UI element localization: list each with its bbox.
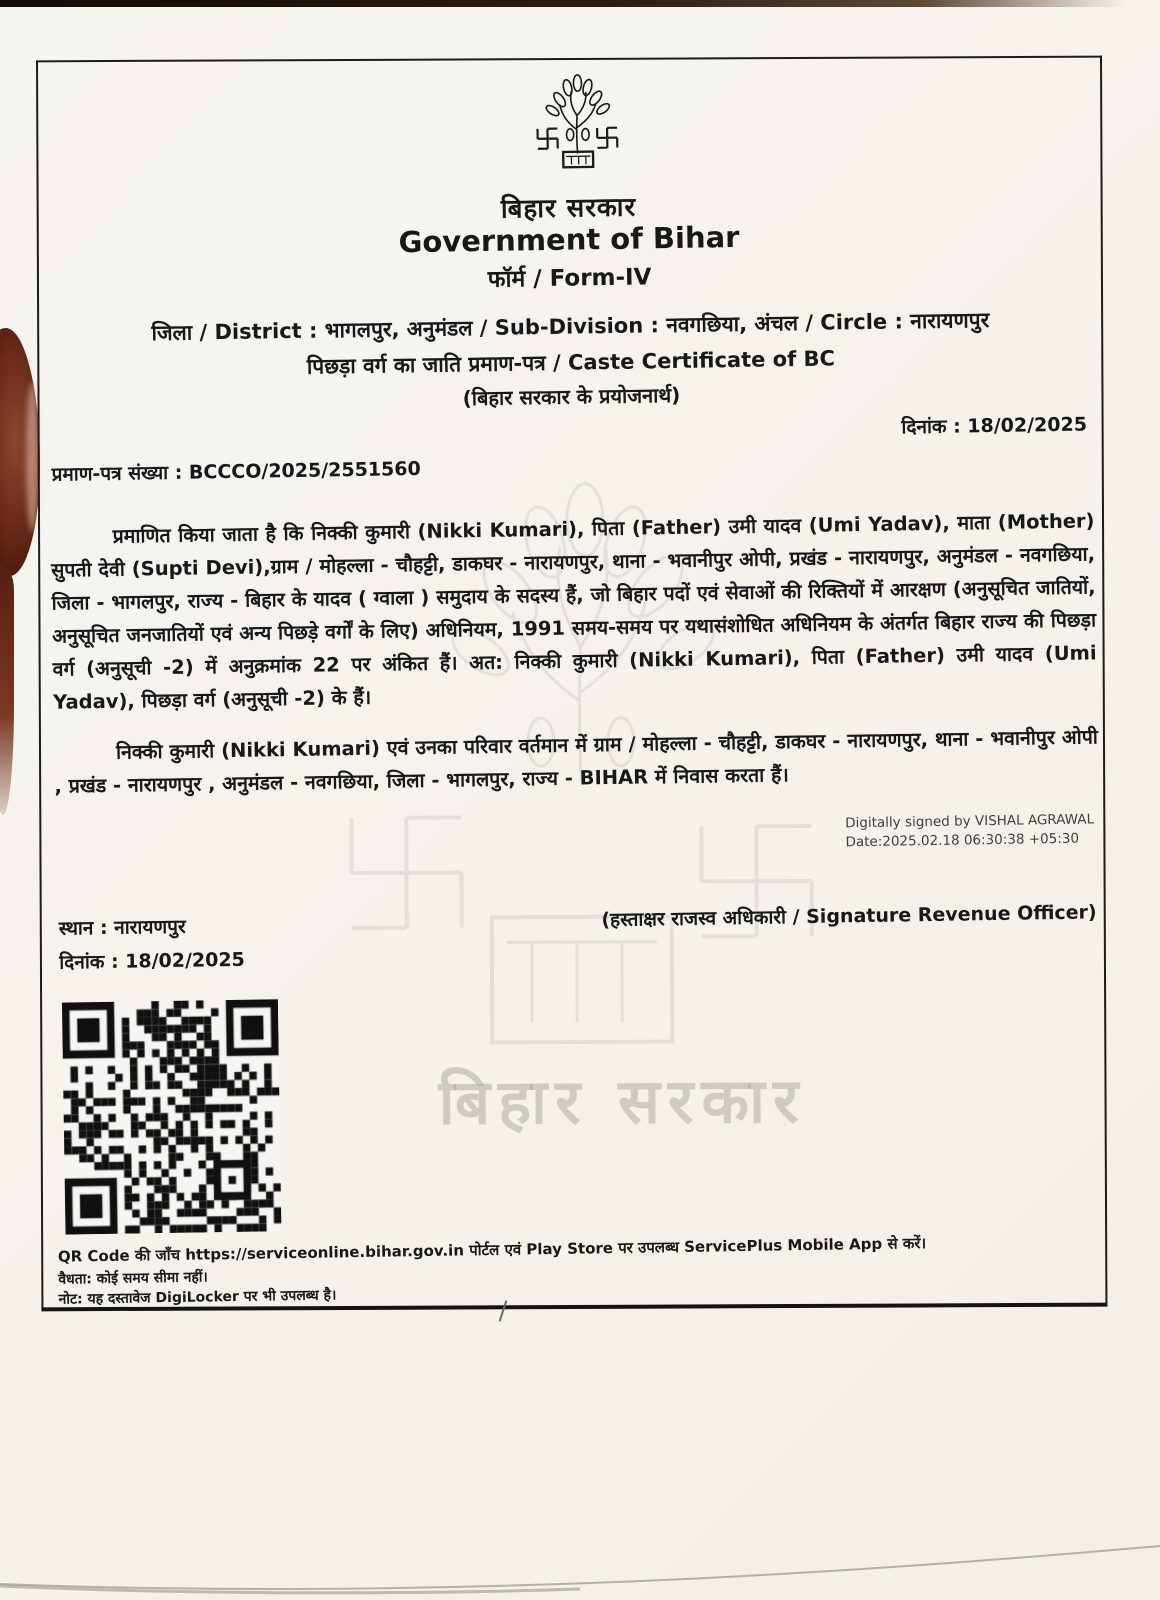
signature-date-line: दिनांक : 18/02/2025 (59, 948, 245, 974)
validity-note: वैधता: कोई समय सीमा नहीं। (58, 1269, 208, 1288)
watermark-text: बिहार सरकार (438, 1063, 807, 1139)
certificate-body-paragraph: प्रमाणित किया जाता है कि निक्की कुमारी (Nikki Kumari), पिता (Father) उमी यादव (Umi Yadav), माता (Mother) सुपती देवी (Supti Devi),ग्राम / मोहल्ला - चौहट्टी, डाकघर - नारायणपुर, थाना - भवानीपुर ओपी, प्रखंड - नारायणपुर, अनुमंडल - नवगछिया, जिला - भागलपुर, राज्य - बिहार के यादव ( ग्वाला ) समुदाय के सदस्य हैं, जो बिहार पदों एवं सेवाओं की रिक्तियों में आरक्षण (अनुसूचित जातियों, अनुसूचित जनजातियों एवं अन्य पिछड़े वर्गों के लिए) अधिनियम, 1991 समय-समय पर यथासंशोधित अधिनियम के अंतर्गत बिहार राज्य की पिछड़ा वर्ग (अनुसूची -2) में अनुक्रमांक 22 पर अंकित हैं। अत: निक्की कुमारी (Nikki Kumari), पिता (Father) उमी यादव (Umi Yadav), पिछड़ा वर्ग (अनुसूची -2) के हैं। (50, 509, 1097, 714)
digital-signature-line1: Digitally signed by VISHAL AGRAWAL (845, 811, 1095, 832)
org-name-hindi: बिहार सरकार (500, 192, 637, 225)
place-line: स्थान : नारायणपुर (58, 915, 186, 940)
bihar-emblem-icon (521, 70, 633, 184)
digilocker-note: नोट: यह दस्तावेज DigiLocker पर भी उपलब्ध है। (58, 1287, 337, 1308)
form-number: फॉर्म / Form-IV (487, 264, 652, 293)
digital-signature-block (845, 810, 1106, 852)
revenue-officer-signature-label: (हस्ताक्षर राजस्व अधिकारी / Signature Revenue Officer) (601, 901, 1097, 932)
certificate-border (36, 56, 1107, 1312)
qr-verification-note: QR Code की जाँच https://serviceonline.bihar.gov.in पोर्टल एवं Play Store पर उपलब्ध ServicePlus Mobile App से करें। (57, 1234, 927, 1266)
certificate-content (35, 52, 1116, 1314)
certificate-number: प्रमाण-पत्र संख्या : BCCCO/2025/2551560 (51, 457, 421, 486)
paper-fold-lines (0, 1538, 1160, 1600)
finger-edge (0, 565, 14, 815)
photo-top-edge (0, 0, 1125, 7)
issue-date: दिनांक : 18/02/2025 (901, 413, 1088, 439)
digital-signature-line2: Date:2025.02.18 06:30:38 +05:30 (845, 830, 1080, 851)
purpose-line: (बिहार सरकार के प्रयोजनार्थ) (462, 382, 681, 411)
district-line: जिला / District : भागलपुर, अनुमंडल / Sub-Division : नवगछिया, अंचल / Circle : नारायणपुर (151, 308, 990, 346)
qr-code (62, 999, 282, 1234)
certificate-title: पिछड़ा वर्ग का जाति प्रमाण-पत्र / Caste Certificate of BC (306, 346, 836, 379)
residence-paragraph: निक्की कुमारी (Nikki Kumari) एवं उनका परिवार वर्तमान में ग्राम / मोहल्ला - चौहट्टी, डाकघर - नारायणपुर, थाना - भवानीपुर ओपी , प्रखंड - नारायणपुर , अनुमंडल - नवगछिया, जिला - भागलपुर, राज्य - BIHAR में निवास करता हैं। (54, 725, 1099, 798)
org-name-english: Government of Bihar (398, 219, 740, 260)
